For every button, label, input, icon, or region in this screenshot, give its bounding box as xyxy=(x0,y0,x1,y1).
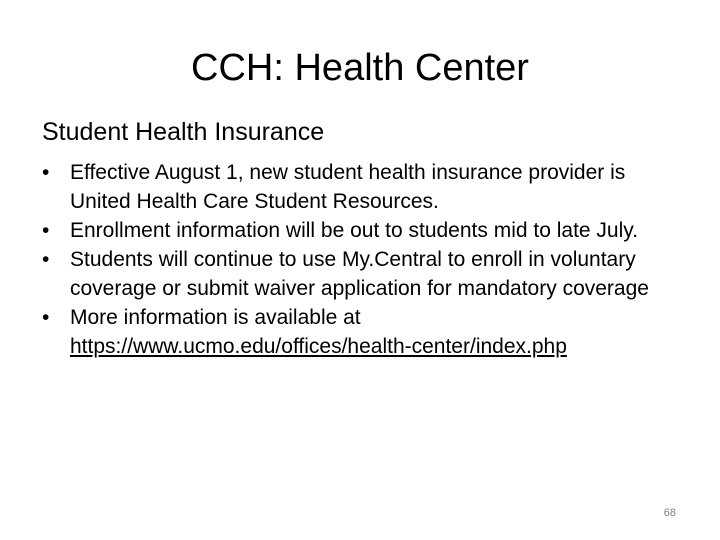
bullet-icon: • xyxy=(42,248,50,271)
bullet-text: Effective August 1, new student health insurance provider is United Health Care Student Resources. xyxy=(70,161,626,213)
bullet-icon: • xyxy=(42,306,50,329)
bullet-list xyxy=(42,158,682,361)
bullet-item-enrollment-info xyxy=(42,216,682,245)
bullet-item-mycentral xyxy=(42,245,682,303)
section-subtitle: Student Health Insurance xyxy=(42,118,325,146)
bullet-item-more-info xyxy=(42,303,682,361)
page-number: 68 xyxy=(663,507,676,519)
bullet-text: Students will continue to use My.Central to enroll in voluntary coverage or submit waiver application for mandatory coverage xyxy=(70,248,649,300)
bullet-icon: • xyxy=(42,219,50,242)
bullet-item-effective-date xyxy=(42,158,682,216)
bullet-text: More information is available at xyxy=(70,306,361,329)
bullet-icon: • xyxy=(42,161,50,184)
bullet-text: Enrollment information will be out to students mid to late July. xyxy=(70,219,639,242)
health-center-link[interactable]: https://www.ucmo.edu/offices/health-center/index.php xyxy=(70,335,567,358)
slide-title: CCH: Health Center xyxy=(191,47,529,89)
